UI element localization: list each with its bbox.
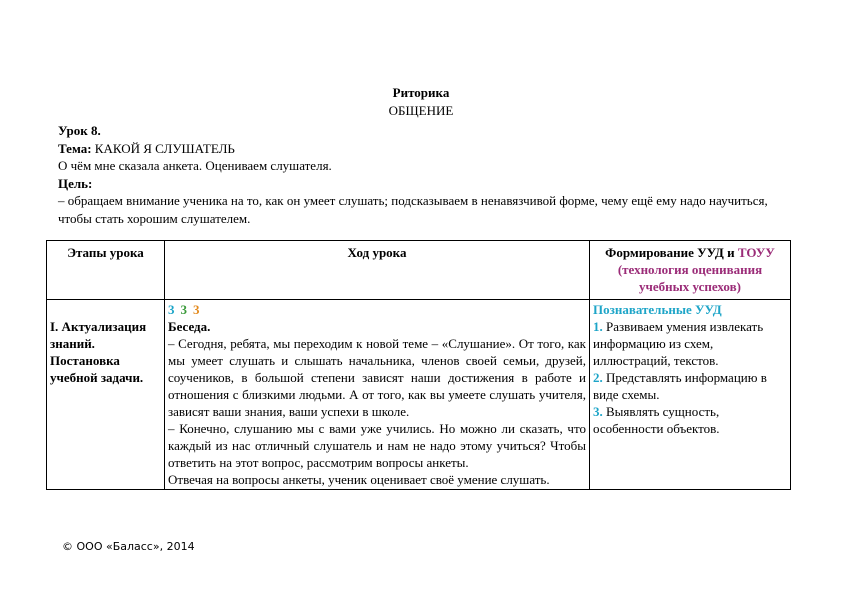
uud-item-text: Представлять информацию в виде схемы. — [593, 370, 767, 402]
uud-item-number: 3. — [593, 404, 603, 419]
score-number: 3 — [180, 302, 187, 317]
header-uud-prefix: Формирование УУД и — [605, 245, 738, 260]
header-uud — [590, 241, 791, 300]
theme-value: КАКОЙ Я СЛУШАТЕЛЬ — [91, 140, 235, 156]
lesson-theme — [58, 140, 778, 158]
stage-line: Постановка учебной задачи. — [50, 353, 144, 385]
header-touu-desc: (технология оценивания учебных успехов) — [617, 262, 763, 294]
table-header-row — [47, 241, 791, 300]
lesson-intro — [58, 122, 778, 227]
conversation-paragraph: – Сегодня, ребята, мы переходим к новой теме – «Слушание». От того, как мы умеет слушать и слышать начальника, членов своей семьи, друзей, соучеников, в большой степени зависят наши достижения в работе и отношения с близкими людьми. А от того, как вы умеете слушать учителя, зависят ваши знания, ваши успехи в школе. — [168, 336, 586, 419]
course-cell — [165, 300, 590, 490]
uud-heading: Познавательные УУД — [593, 302, 722, 317]
uud-item-number: 2. — [593, 370, 603, 385]
lesson-number: Урок 8. — [58, 123, 101, 138]
uud-item-number: 1. — [593, 319, 603, 334]
conversation-paragraph: – Конечно, слушанию мы с вами уже учились. Но можно ли сказать, что каждый из нас отличный слушатель и нам не надо этому учиться? Чтобы ответить на этот вопрос, рассмотрим вопросы анкеты. — [168, 421, 586, 470]
theme-label: Тема: — [58, 140, 92, 156]
conversation-paragraph: Отвечая на вопросы анкеты, ученик оценивает своё умение слушать. — [168, 472, 550, 487]
table-row — [47, 300, 791, 490]
score-number: 3 — [168, 302, 175, 317]
copyright-footer: © ООО «Баласс», 2014 — [62, 540, 195, 553]
header-stages: Этапы урока — [47, 241, 165, 300]
topic-title: ОБЩЕНИЕ — [388, 103, 454, 118]
uud-cell — [590, 300, 791, 490]
uud-item-text: Развиваем умения извлекать информацию из схем, иллюстраций, текстов. — [593, 319, 764, 368]
goal-text: – обращаем внимание ученика на то, как он умеет слушать; подсказываем в ненавязчивой форме, чему ещё ему надо научиться, чтобы стать хорошим слушателем. — [58, 193, 768, 226]
stage-cell — [47, 300, 165, 490]
uud-item — [593, 318, 787, 369]
uud-item — [593, 403, 787, 437]
lesson-subtitle: О чём мне сказала анкета. Оцениваем слушателя. — [58, 158, 332, 173]
uud-item-text: Выявлять сущность, особенности объектов. — [593, 404, 720, 436]
stage-line: I. Актуализация знаний. — [50, 319, 147, 351]
header-touu: ТОУУ — [737, 245, 775, 260]
subject-title: Риторика — [392, 85, 450, 100]
score-numbers — [168, 301, 586, 318]
lesson-table — [46, 240, 791, 490]
score-number: 3 — [193, 302, 200, 317]
goal-label: Цель: — [58, 175, 93, 191]
uud-item — [593, 369, 787, 403]
header-course: Ход урока — [165, 241, 590, 300]
conversation-heading: Беседа. — [168, 319, 211, 334]
